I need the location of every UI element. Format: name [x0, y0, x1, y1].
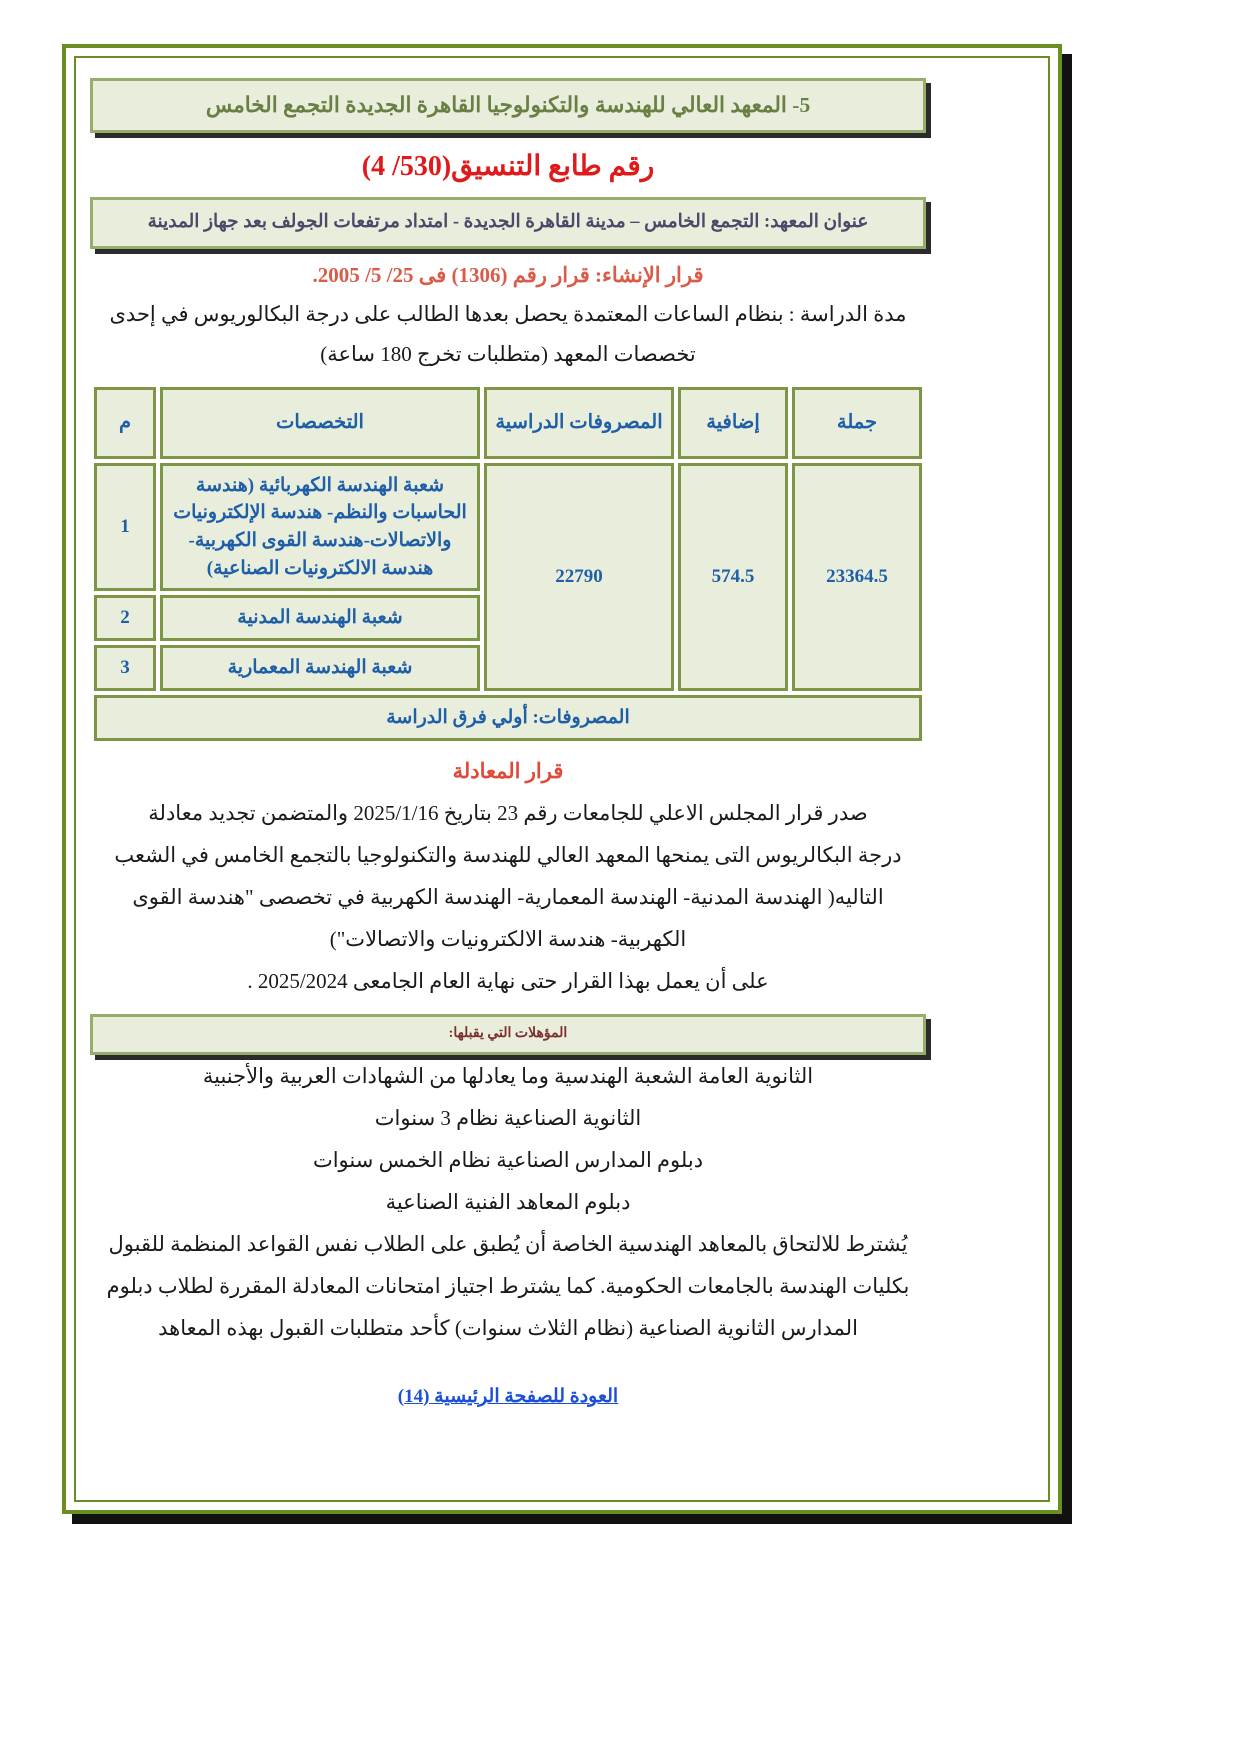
equivalence-line-1: صدر قرار المجلس الاعلي للجامعات رقم 23 بتاريخ 2025/1/16 والمتضمن تجديد معادلة — [148, 800, 868, 825]
cell-no-2: 2 — [94, 595, 156, 641]
column-header-extra: إضافية — [678, 387, 788, 459]
qualification-item-3: دبلوم المدارس الصناعية نظام الخمس سنوات — [312, 1147, 704, 1172]
footer-link-wrapper — [90, 1385, 926, 1408]
equivalence-line-5: على أن يعمل بهذا القرار حتى نهاية العام الجامعى 2025/2024 . — [247, 968, 769, 993]
admission-note-line-3: المدارس الثانوية الصناعية (نظام الثلاث سنوات) كأحد متطلبات القبول بهذه المعاهد — [158, 1315, 858, 1340]
equivalence-heading: قرار المعادلة — [452, 758, 564, 783]
table-row — [94, 463, 922, 591]
qualification-item-2: الثانوية الصناعية نظام 3 سنوات — [374, 1105, 642, 1130]
institute-address-banner: عنوان المعهد: التجمع الخامس – مدينة القاهرة الجديدة - امتداد مرتفعات الجولف بعد جهاز المدينة — [90, 197, 926, 249]
cell-specialization-3: شعبة الهندسة المعمارية — [160, 645, 480, 691]
qualifications-heading-banner: المؤهلات التي يقبلها: — [90, 1014, 926, 1055]
cell-extra-1: 574.5 — [678, 463, 788, 691]
admission-note-line-1: يُشترط للالتحاق بالمعاهد الهندسية الخاصة أن يُطبق على الطلاب نفس القواعد المنظمة للقبول — [108, 1231, 908, 1256]
cell-no-3: 3 — [94, 645, 156, 691]
establishment-decision-line: قرار الإنشاء: قرار رقم (1306) فى 25/ 5/ 2005. — [312, 262, 704, 287]
study-duration-line-2: تخصصات المعهد (متطلبات تخرج 180 ساعة) — [320, 342, 696, 367]
equivalence-line-3: التاليه( الهندسة المدنية- الهندسة المعمارية- الهندسة الكهربية في تخصصى "هندسة القوى — [132, 884, 884, 909]
equivalence-line-2: درجة البكالريوس التى يمنحها المعهد العالي للهندسة والتكنولوجيا بالتجمع الخامس في الشعب — [114, 842, 902, 867]
cell-no-1: 1 — [94, 463, 156, 591]
qualification-item-4: دبلوم المعاهد الفنية الصناعية — [385, 1189, 631, 1214]
cell-specialization-1: شعبة الهندسة الكهربائية (هندسة الحاسبات والنظم- هندسة الإلكترونيات والاتصالات-هندسة القوى الكهربية-هندسة الالكترونيات الصناعية) — [160, 463, 480, 591]
equivalence-line-4: الكهربية- هندسة الالكترونيات والاتصالات") — [329, 926, 687, 951]
spacer — [90, 1006, 926, 1014]
column-header-tuition: المصروفات الدراسية — [484, 387, 674, 459]
study-duration-line-1: مدة الدراسة : بنظام الساعات المعتمدة يحصل بعدها الطالب على درجة البكالوريوس في إحدى — [109, 301, 907, 326]
column-header-no: م — [94, 387, 156, 459]
qualification-item-1: الثانوية العامة الشعبة الهندسية وما يعادلها من الشهادات العربية والأجنبية — [202, 1063, 814, 1088]
fees-footer-note: المصروفات: أولي فرق الدراسة — [94, 695, 922, 741]
table-header-row — [94, 387, 922, 459]
cell-specialization-2: شعبة الهندسة المدنية — [160, 595, 480, 641]
column-header-total: جملة — [792, 387, 922, 459]
cell-tuition-1: 22790 — [484, 463, 674, 691]
fees-table-wrapper — [90, 383, 926, 745]
table-footer-row — [94, 695, 922, 741]
document-content — [90, 78, 926, 1408]
admission-note-line-2: بكليات الهندسة بالجامعات الحكومية. كما يشترط اجتياز امتحانات المعادلة المقررة لطلاب دبلوم — [106, 1273, 910, 1298]
institute-title-banner: 5- المعهد العالي للهندسة والتكنولوجيا القاهرة الجديدة التجمع الخامس — [90, 78, 926, 133]
fees-table — [90, 383, 926, 745]
column-header-specializations: التخصصات — [160, 387, 480, 459]
coordination-stamp-heading: رقم طابع التنسيق(530/ 4) — [361, 151, 655, 183]
back-to-home-link[interactable]: العودة للصفحة الرئيسية (14) — [397, 1385, 619, 1407]
cell-total-1: 23364.5 — [792, 463, 922, 691]
